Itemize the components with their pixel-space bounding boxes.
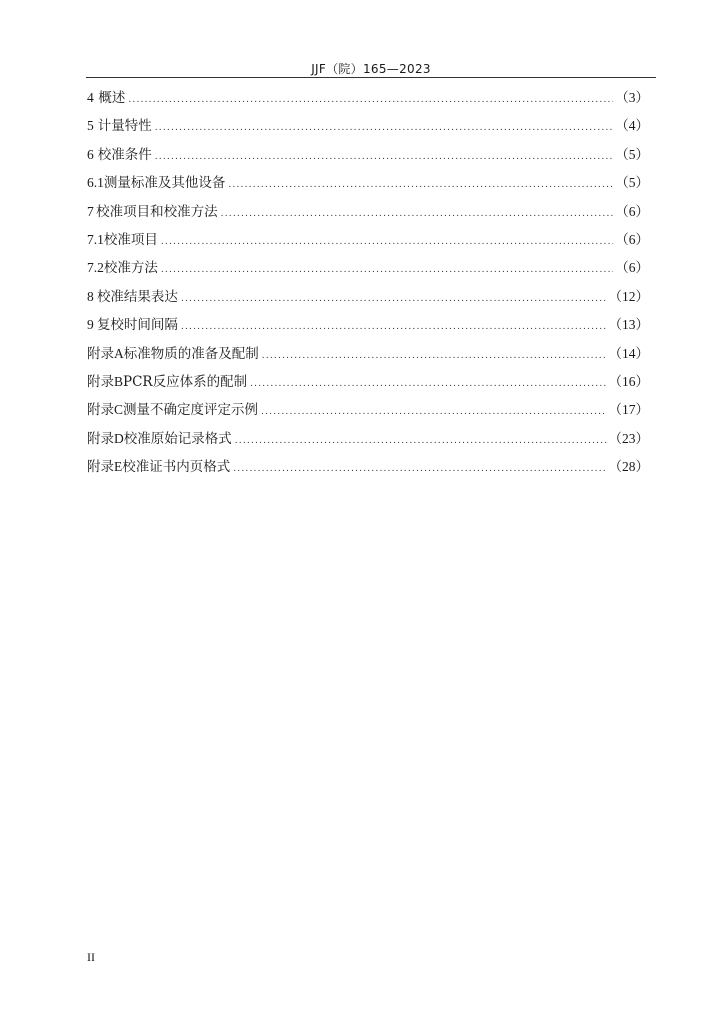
toc-entry-title: 测量标准及其他设备 bbox=[103, 175, 226, 192]
toc-entry-number: 附录E bbox=[87, 459, 123, 475]
toc-entry-number: 8 bbox=[87, 288, 94, 304]
page-number: II bbox=[87, 950, 95, 964]
toc-entry-number: 7 bbox=[87, 203, 94, 219]
toc-entry-page: （23） bbox=[608, 430, 649, 446]
toc-entry-title: 校准方法 bbox=[103, 260, 158, 277]
toc-entry-page: （28） bbox=[608, 459, 649, 475]
toc-entry-page: （3） bbox=[615, 90, 649, 105]
toc-leader-dots bbox=[221, 209, 614, 219]
toc-entry[interactable] bbox=[87, 313, 649, 341]
toc-entry-page: （6） bbox=[615, 260, 649, 276]
toc-leader-dots bbox=[262, 351, 607, 361]
toc-entry-page: （17） bbox=[608, 402, 649, 418]
toc-leader-dots bbox=[161, 237, 613, 247]
toc-leader-dots bbox=[228, 180, 613, 190]
toc-entry-page: （5） bbox=[615, 146, 649, 162]
toc-entry-number: 附录A bbox=[87, 345, 124, 361]
table-of-contents bbox=[87, 86, 649, 483]
toc-entry-title: 校准条件 bbox=[97, 146, 152, 163]
toc-entry-title: 校准项目和校准方法 bbox=[96, 203, 218, 220]
toc-leader-dots bbox=[233, 464, 606, 474]
toc-entry[interactable] bbox=[87, 143, 649, 171]
toc-entry-page: （5） bbox=[615, 175, 649, 191]
toc-entry-page: （13） bbox=[608, 317, 649, 333]
toc-entry[interactable] bbox=[87, 342, 649, 370]
toc-entry[interactable] bbox=[87, 256, 649, 284]
toc-entry-number: 7.2 bbox=[87, 260, 104, 276]
toc-leader-dots bbox=[181, 294, 607, 304]
toc-entry-page: （6） bbox=[615, 203, 649, 219]
toc-entry-number: 7.1 bbox=[87, 231, 104, 247]
toc-leader-dots bbox=[155, 123, 614, 133]
toc-entry-title: 测量不确定度评定示例 bbox=[123, 402, 259, 419]
toc-entry-number: 5 bbox=[87, 118, 94, 134]
toc-entry-number: 9 bbox=[87, 317, 94, 333]
toc-leader-dots bbox=[155, 152, 614, 162]
toc-entry-page: （4） bbox=[615, 118, 649, 134]
toc-entry-page: （14） bbox=[608, 345, 649, 361]
toc-entry-number: 附录C bbox=[87, 402, 124, 418]
toc-leader-dots bbox=[161, 265, 613, 275]
toc-entry-number: 6.1 bbox=[87, 175, 104, 191]
toc-entry-number: 附录D bbox=[87, 430, 124, 446]
toc-entry-title: 校准结果表达 bbox=[96, 288, 178, 305]
toc-leader-dots bbox=[181, 322, 607, 332]
toc-entry-title: PCR反应体系的配制 bbox=[123, 373, 248, 390]
toc-leader-dots bbox=[235, 436, 607, 446]
toc-entry-number: 6 bbox=[87, 146, 94, 162]
header-rule bbox=[86, 77, 656, 78]
toc-entry[interactable] bbox=[87, 370, 649, 398]
toc-leader-dots bbox=[128, 95, 613, 105]
toc-entry-page: （16） bbox=[608, 373, 649, 389]
toc-entry[interactable] bbox=[87, 455, 649, 483]
toc-entry[interactable] bbox=[87, 285, 649, 313]
toc-entry[interactable] bbox=[87, 171, 649, 199]
running-header: JJF（院）165—2023 bbox=[311, 62, 431, 76]
toc-leader-dots bbox=[250, 379, 606, 389]
toc-entry-title: 标准物质的准备及配制 bbox=[123, 345, 259, 362]
toc-entry-number: 附录B bbox=[87, 373, 124, 389]
toc-entry-page: （6） bbox=[615, 231, 649, 247]
toc-entry-page: （12） bbox=[608, 288, 649, 304]
toc-entry[interactable] bbox=[87, 86, 649, 114]
toc-entry-title: 复校时间间隔 bbox=[96, 317, 178, 334]
toc-entry[interactable] bbox=[87, 398, 649, 426]
toc-entry[interactable] bbox=[87, 427, 649, 455]
toc-entry-title: 校准项目 bbox=[103, 231, 158, 248]
toc-entry-title: 计量特性 bbox=[97, 118, 152, 135]
toc-entry-title: 校准证书内页格式 bbox=[122, 459, 231, 476]
toc-entry-title: 概述 bbox=[98, 90, 126, 106]
toc-leader-dots bbox=[261, 407, 606, 417]
toc-entry[interactable] bbox=[87, 228, 649, 256]
toc-entry-number: 4 bbox=[87, 90, 94, 105]
toc-entry[interactable] bbox=[87, 114, 649, 142]
toc-entry-title: 校准原始记录格式 bbox=[123, 430, 232, 447]
toc-entry[interactable] bbox=[87, 200, 649, 228]
